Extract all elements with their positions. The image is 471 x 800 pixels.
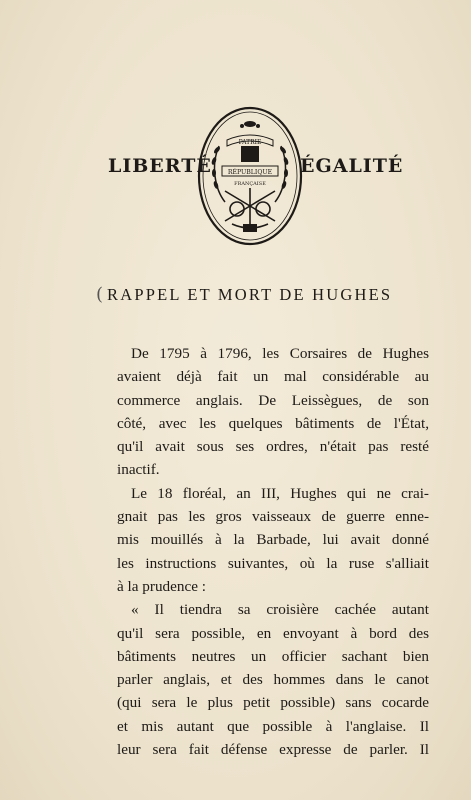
text-line: les instructions suivantes, où la ruse s'alliait bbox=[117, 554, 429, 572]
text-line: et mis autant que possible à l'anglaise. Il bbox=[117, 717, 429, 735]
text-line: inactif. bbox=[117, 461, 160, 479]
seal-middle-text: RÉPUBLIQUE bbox=[227, 169, 273, 176]
seal-bottom-text: FRANÇAISE bbox=[234, 181, 266, 187]
text-line: côté, avec les quelques bâtiments de l'État, bbox=[117, 414, 429, 432]
text-line: De 1795 à 1796, les Corsaires de Hughes bbox=[131, 345, 429, 362]
text-line: à la prudence : bbox=[117, 577, 206, 595]
page-header bbox=[0, 100, 471, 250]
motto-liberte: LIBERTÉ bbox=[108, 155, 212, 177]
text-line: leur sera fait défense expresse de parler. Il bbox=[117, 741, 429, 759]
text-line: qu'il sera possible, en envoyant à bord des bbox=[117, 624, 429, 642]
seal-top-text: PATRIE bbox=[238, 139, 262, 146]
text-line: mis mouillés à la Barbade, lui avait donné bbox=[117, 531, 429, 549]
text-line: « Il tiendra sa croisière cachée autant bbox=[131, 601, 429, 619]
text-line: (qui sera le plus petit possible) sans cocarde bbox=[117, 694, 429, 712]
text-line: Le 18 floréal, an III, Hughes qui ne crai- bbox=[131, 484, 429, 502]
text-line: commerce anglais. De Leissègues, de son bbox=[117, 391, 429, 409]
chapter-title: RAPPEL ET MORT DE HUGHES bbox=[107, 285, 393, 304]
text-line: bâtiments neutres un officier sachant bien bbox=[117, 647, 429, 665]
text-line: gnait pas les gros vaisseaux de guerre enne- bbox=[117, 508, 429, 526]
motto-egalite: ÉGALITÉ bbox=[300, 155, 404, 177]
republic-seal-emblem bbox=[197, 106, 303, 246]
text-line: qu'il avait sous ses ordres, n'était pas resté bbox=[117, 438, 429, 456]
body-text bbox=[117, 342, 429, 761]
text-line: parler anglais, et des hommes dans le canot bbox=[117, 671, 429, 689]
text-line: avaient déjà fait un mal considérable au bbox=[117, 368, 429, 386]
margin-bracket-mark: ( bbox=[96, 284, 104, 305]
